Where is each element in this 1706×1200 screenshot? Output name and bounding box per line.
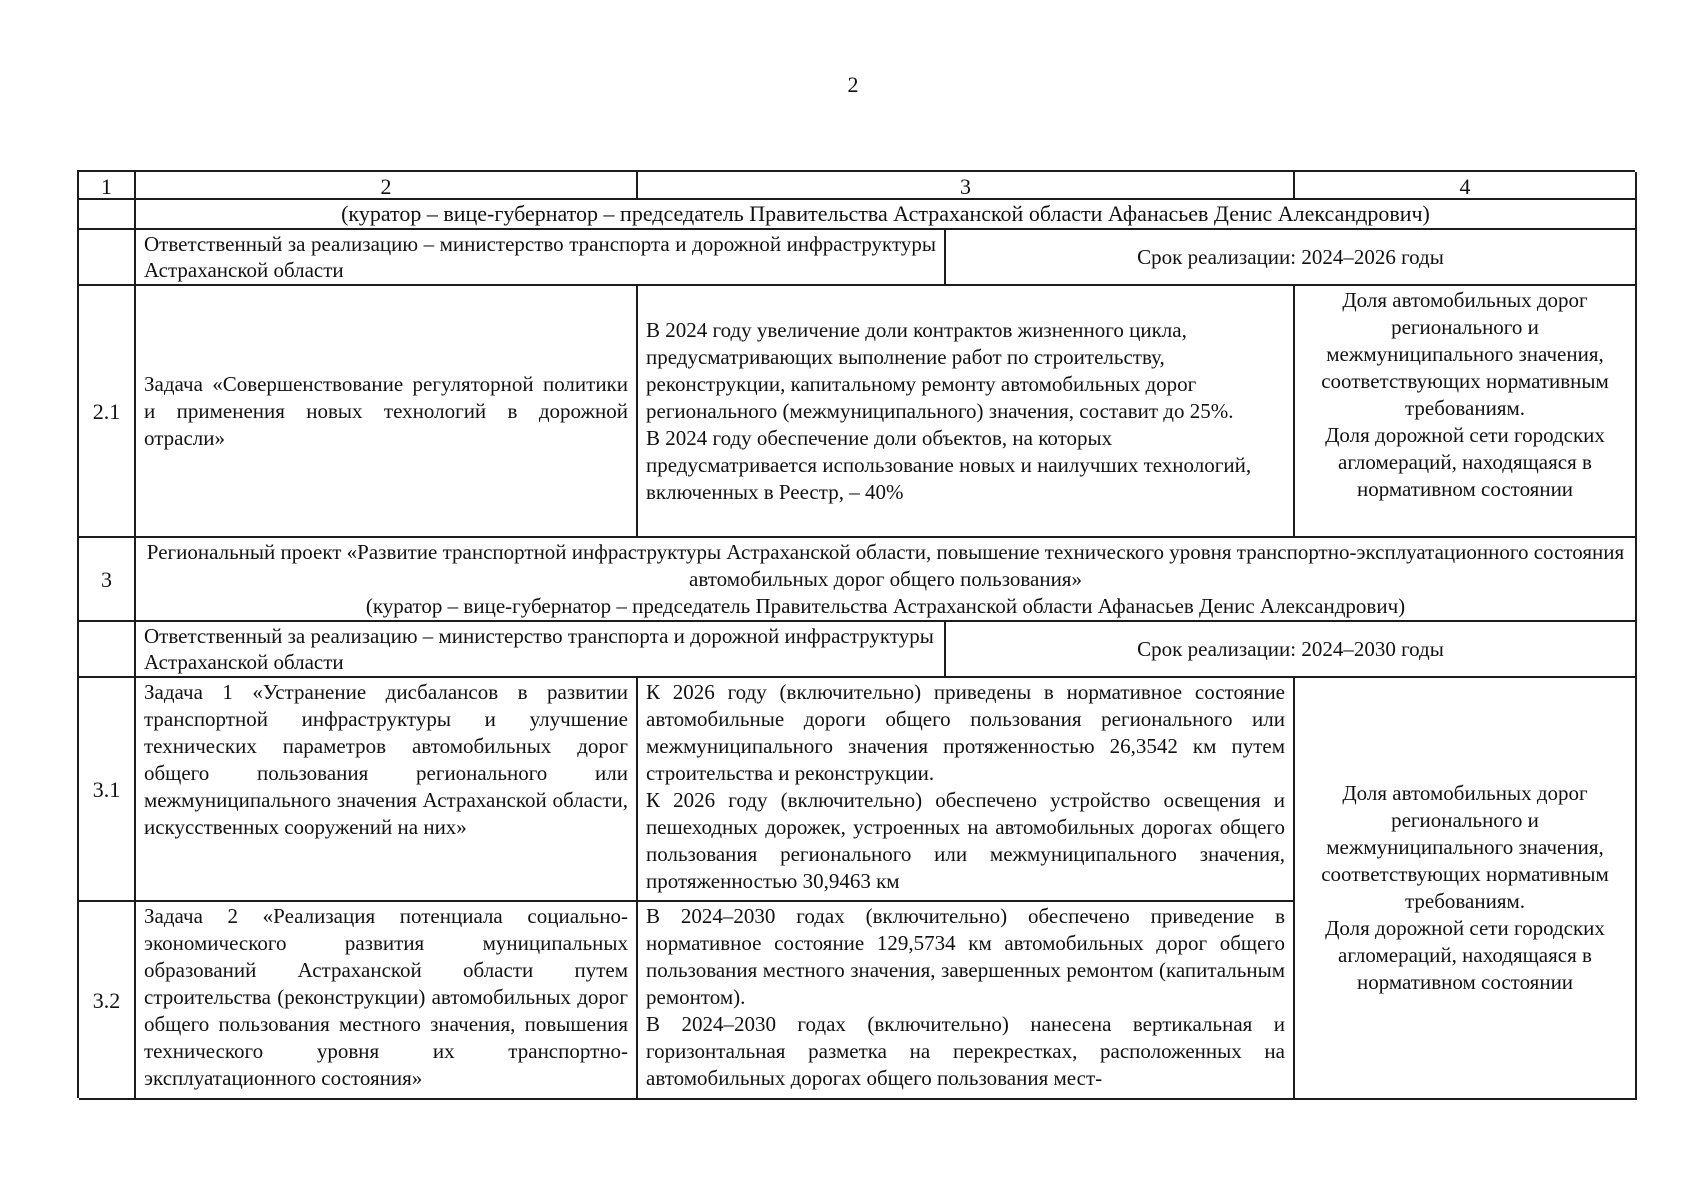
task-text: Задача 2 «Реализация потенциала социально-экономического развития муниципальных образований Астраханской области путем строительства (реконструкции) автомобильных дорог общего пользования местного значения, повышения технического уровня их транспортно-эксплуатационного состояния» xyxy=(144,904,628,1090)
result-text-1: В 2024 году увеличение доли контрактов жизненного цикла, предусматривающих выполнение работ по строительству, реконструкции, капитальному ремонту автомобильных дорог регионального (межмуниципального) значения, составит до 25%. xyxy=(646,317,1234,423)
result-text-1: В 2024–2030 годах (включительно) обеспечено приведение в нормативное состояние 129,5734 км автомобильных дорог общего пользования местного значения, завершенных ремонтом (капитальным ремонтом). xyxy=(646,904,1285,1009)
task-cell xyxy=(136,678,638,902)
result-cell xyxy=(638,286,1295,538)
empty-number-cell xyxy=(79,200,136,230)
result-cell xyxy=(638,902,1295,1100)
term-text: Срок реализации: 2024–2026 годы xyxy=(1137,244,1444,269)
curator-line: (куратор – вице-губернатор – председатель Правительства Астраханской области Афанасьев Денис Александрович) xyxy=(365,594,1406,618)
column-header-4: 4 xyxy=(1295,172,1637,200)
column-header-2: 2 xyxy=(136,172,638,200)
row-number: 2.1 xyxy=(79,286,136,538)
indicator-cell xyxy=(1295,678,1637,1100)
result-cell xyxy=(638,678,1295,902)
row-number: 3 xyxy=(79,538,136,622)
task-text: Задача 1 «Устранение дисбалансов в развитии транспортной инфраструктуры и улучшение технических параметров автомобильных дорог общего пользования регионального или межмуниципального значения Астраханской области, искусственных сооружений на них» xyxy=(144,680,628,839)
responsible-text: Ответственный за реализацию – министерство транспорта и дорожной инфраструктуры Астраханской области xyxy=(144,232,936,282)
result-text-1: К 2026 году (включительно) приведены в нормативное состояние автомобильные дороги общего пользования регионального или межмуниципального значения протяженностью 26,3542 км путем строительства и реконструкции. xyxy=(646,680,1285,785)
result-text-2: В 2024 году обеспечение доли объектов, на которых предусматривается использование новых и наилучших технологий, включенных в Реестр, – 40% xyxy=(646,425,1252,504)
empty-number-cell xyxy=(79,230,136,286)
indicator-cell xyxy=(1295,286,1637,538)
row-number: 3.1 xyxy=(79,678,136,902)
regional-project-title: Региональный проект «Развитие транспортной инфраструктуры Астраханской области, повышение технического уровня транспортно-эксплуатационного состояния автомобильных дорог общего пользования» xyxy=(146,540,1625,591)
row-number: 3.2 xyxy=(79,902,136,1100)
task-text: Задача «Совершенствование регуляторной политики и применения новых технологий в дорожной отрасли» xyxy=(144,371,628,450)
indicator-text-2: Доля дорожной сети городских агломераций, находящаяся в нормативном состоянии xyxy=(1325,423,1605,501)
responsible-text: Ответственный за реализацию – министерство транспорта и дорожной инфраструктуры Астраханской области xyxy=(144,624,934,674)
indicator-text-2: Доля дорожной сети городских агломераций, находящаяся в нормативном состоянии xyxy=(1325,916,1605,994)
term-cell xyxy=(946,622,1637,678)
empty-number-cell xyxy=(79,622,136,678)
project-table xyxy=(77,170,1635,1098)
regional-project-cell xyxy=(136,538,1637,622)
indicator-text-1: Доля автомобильных дорог регионального и межмуниципального значения, соответствующих нормативным требованиям. xyxy=(1321,781,1609,913)
indicator-text-1: Доля автомобильных дорог регионального и межмуниципального значения, соответствующих нормативным требованиям. xyxy=(1321,288,1609,420)
result-text-2: В 2024–2030 годах (включительно) нанесена вертикальная и горизонтальная разметка на перекрестках, расположенных на автомобильных дорогах общего пользования мест- xyxy=(646,1012,1285,1090)
term-text: Срок реализации: 2024–2030 годы xyxy=(1137,636,1444,661)
task-cell xyxy=(136,902,638,1100)
column-header-1: 1 xyxy=(79,172,136,200)
curator-line: (куратор – вице-губернатор – председатель Правительства Астраханской области Афанасьев Денис Александрович) xyxy=(136,200,1637,230)
responsible-cell xyxy=(136,622,946,678)
task-cell xyxy=(136,286,638,538)
term-cell xyxy=(946,230,1637,286)
result-text-2: К 2026 году (включительно) обеспечено устройство освещения и пешеходных дорожек, устроенных на автомобильных дорогах общего пользования регионального или межмуниципального значения, протяженностью 30,9463 км xyxy=(646,788,1285,893)
page-number: 2 xyxy=(847,72,859,97)
column-header-3: 3 xyxy=(638,172,1295,200)
responsible-cell xyxy=(136,230,946,286)
